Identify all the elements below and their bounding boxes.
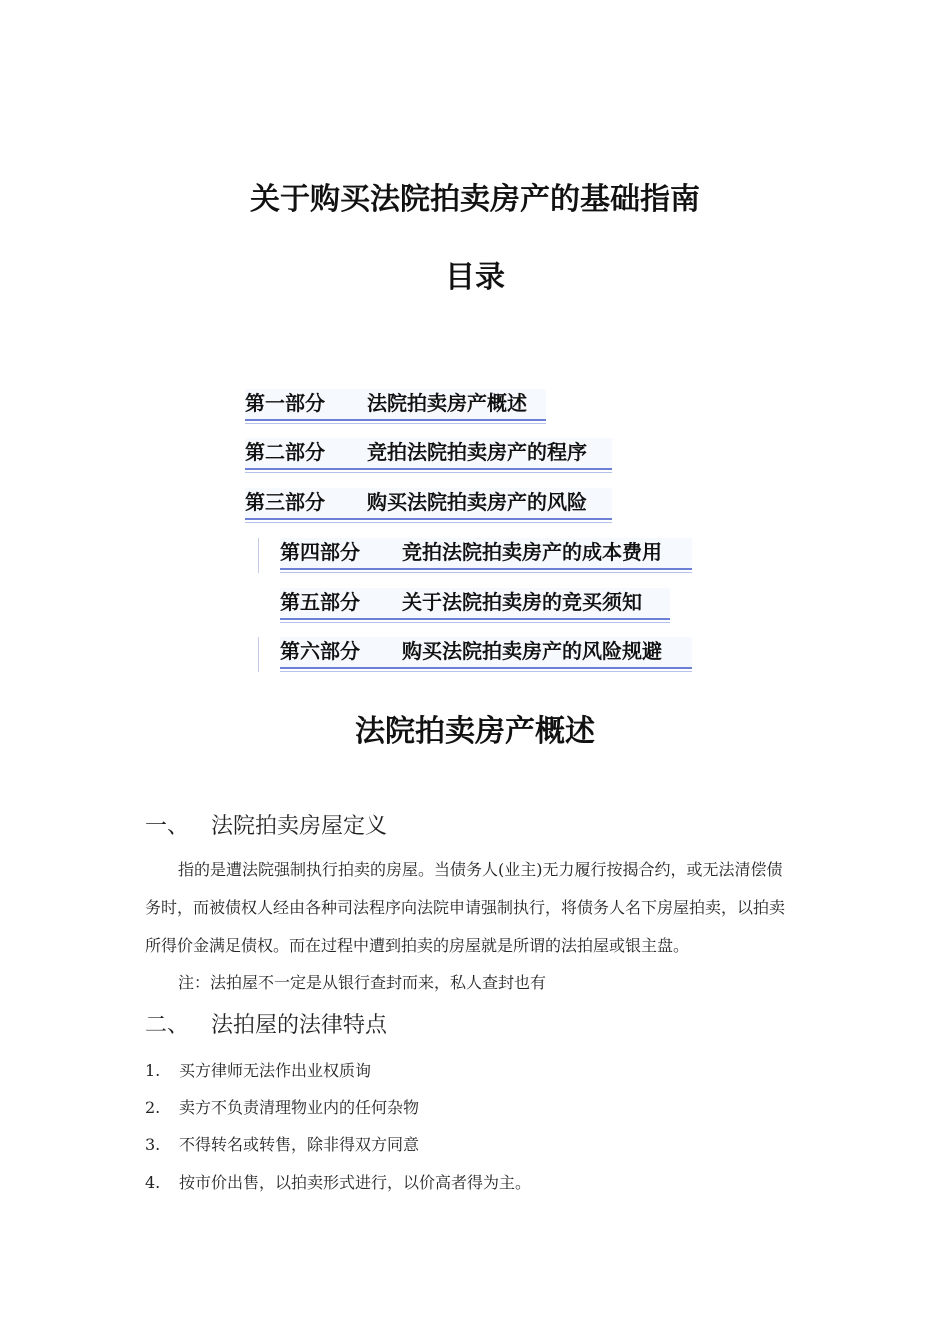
- list-item-text: 按市价出售，以拍卖形式进行，以价高者得为主。: [179, 1173, 532, 1192]
- list-item: [145, 1052, 371, 1090]
- section-2-heading-text: 法拍屋的法律特点: [211, 1013, 388, 1038]
- list-item-number: 4.: [145, 1173, 161, 1192]
- toc-entry-title: 关于法院拍卖房的竞买须知: [402, 590, 642, 614]
- toc-entry-part-6[interactable]: [280, 637, 692, 669]
- list-item-text: 卖方不负责清理物业内的任何杂物: [179, 1098, 420, 1117]
- toc-entry-title: 竞拍法院拍卖房产的程序: [367, 440, 587, 464]
- section-1-heading: [145, 809, 387, 840]
- section-title: 法院拍卖房产概述: [355, 714, 595, 749]
- section-1-note: 注：法拍屋不一定是从银行查封而来，私人查封也有: [178, 973, 547, 992]
- toc-part-label: 第三部分: [245, 490, 325, 514]
- section-1-heading-text: 法院拍卖房屋定义: [211, 814, 388, 839]
- section-1-paragraph-line-3: 所得价金满足债权。而在过程中遭到拍卖的房屋就是所谓的法拍屋或银主盘。: [145, 936, 690, 955]
- list-item-number: 2.: [145, 1098, 161, 1117]
- document-title: 关于购买法院拍卖房产的基础指南: [250, 182, 700, 217]
- toc-entry-title: 法院拍卖房产概述: [367, 391, 527, 415]
- list-item-text: 买方律师无法作出业权质询: [179, 1061, 372, 1080]
- toc-part-label: 第六部分: [280, 639, 360, 663]
- toc-entry-title: 购买法院拍卖房产的风险规避: [402, 639, 662, 663]
- toc-entry-part-4[interactable]: [280, 538, 692, 570]
- toc-entry-title: 购买法院拍卖房产的风险: [367, 490, 587, 514]
- toc-part-label: 第四部分: [280, 540, 360, 564]
- toc-heading: 目录: [445, 260, 505, 295]
- section-1-paragraph-line-1: 指的是遭法院强制执行拍卖的房屋。当债务人(业主)无力履行按揭合约，或无法清偿债: [178, 860, 783, 879]
- list-item-number: 1.: [145, 1061, 161, 1080]
- toc-part-label: 第二部分: [245, 440, 325, 464]
- list-item-text: 不得转名或转售，除非得双方同意: [179, 1135, 420, 1154]
- toc-entry-part-2[interactable]: [245, 438, 612, 470]
- toc-entry-part-5[interactable]: [280, 588, 670, 620]
- list-item: [145, 1126, 419, 1164]
- toc-part-label: 第一部分: [245, 391, 325, 415]
- section-1-number: 一、: [145, 814, 190, 839]
- section-2-heading: [145, 1008, 387, 1039]
- section-1-paragraph-line-2: 务时，而被债权人经由各种司法程序向法院申请强制执行，将债务人名下房屋拍卖，以拍卖: [145, 898, 786, 917]
- section-2-number: 二、: [145, 1013, 190, 1038]
- list-item-number: 3.: [145, 1135, 161, 1154]
- toc-entry-part-3[interactable]: [245, 488, 612, 520]
- list-item: [145, 1164, 531, 1202]
- toc-entry-title: 竞拍法院拍卖房产的成本费用: [402, 540, 662, 564]
- toc-part-label: 第五部分: [280, 590, 360, 614]
- list-item: [145, 1089, 419, 1127]
- toc-entry-part-1[interactable]: [245, 389, 546, 421]
